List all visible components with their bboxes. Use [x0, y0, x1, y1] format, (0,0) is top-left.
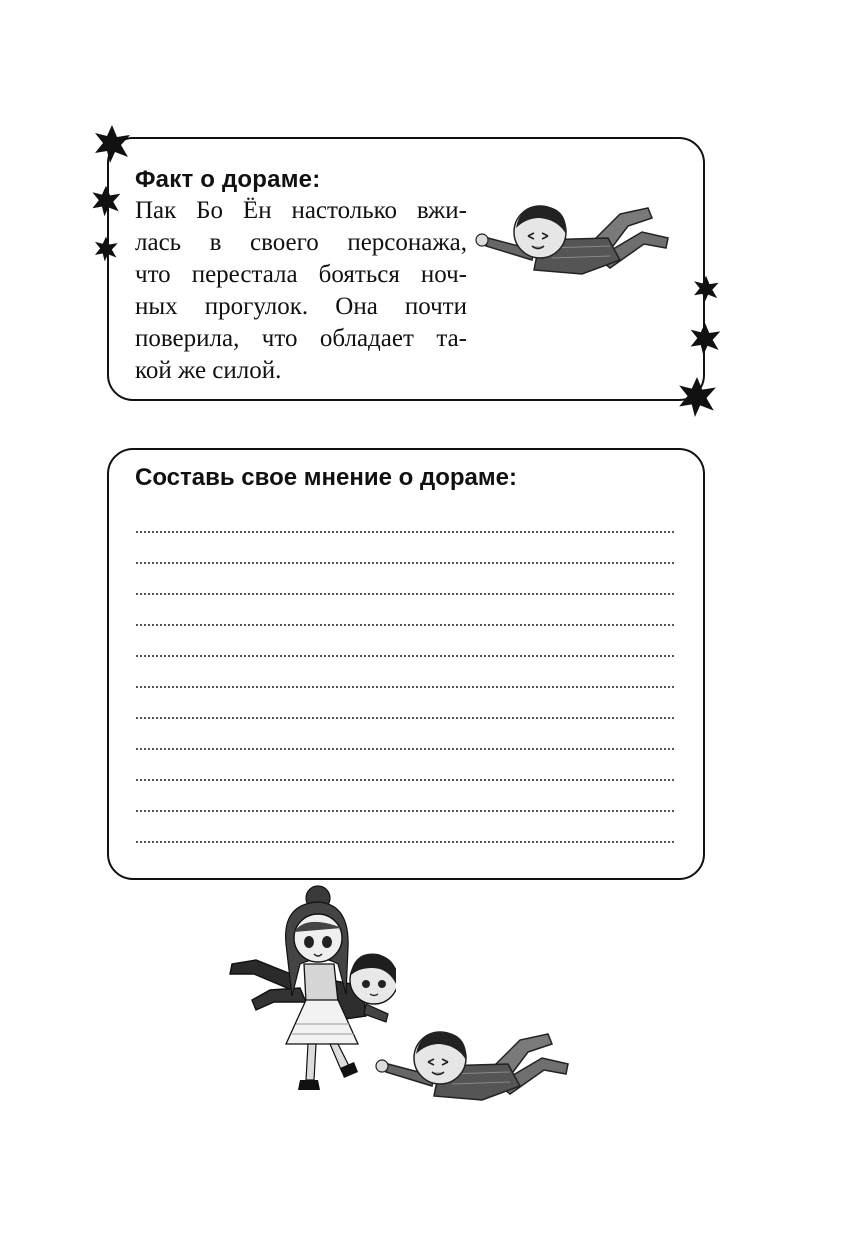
writing-line[interactable] — [136, 686, 674, 688]
star-icon — [90, 185, 122, 217]
writing-line[interactable] — [136, 841, 674, 843]
star-icon — [692, 275, 720, 303]
writing-line[interactable] — [136, 562, 674, 564]
flying-boy-illustration — [470, 198, 678, 280]
writing-line[interactable] — [136, 531, 674, 533]
fact-text-line: Пак Бо Ён настолько вжи- — [135, 197, 467, 224]
fact-text-line: что перестала бояться ноч- — [135, 261, 467, 288]
writing-line[interactable] — [136, 810, 674, 812]
opinion-title: Составь свое мнение о дораме: — [135, 464, 517, 491]
opinion-box — [107, 448, 705, 880]
fact-text-line: кой же силой. — [135, 357, 282, 384]
fact-text-line: ных прогулок. Она почти — [135, 293, 467, 320]
writing-line[interactable] — [136, 779, 674, 781]
writing-line[interactable] — [136, 624, 674, 626]
flying-boy-illustration — [370, 1024, 578, 1106]
star-icon — [92, 124, 132, 164]
star-icon — [676, 376, 718, 418]
star-icon — [93, 236, 119, 262]
fact-text-line: лась в своего персонажа, — [135, 229, 467, 256]
fact-text-line: поверила, что обладает та- — [135, 325, 467, 352]
writing-line[interactable] — [136, 717, 674, 719]
writing-line[interactable] — [136, 593, 674, 595]
writing-line[interactable] — [136, 655, 674, 657]
fact-title: Факт о дораме: — [135, 166, 321, 193]
star-icon — [688, 322, 722, 356]
writing-line[interactable] — [136, 748, 674, 750]
